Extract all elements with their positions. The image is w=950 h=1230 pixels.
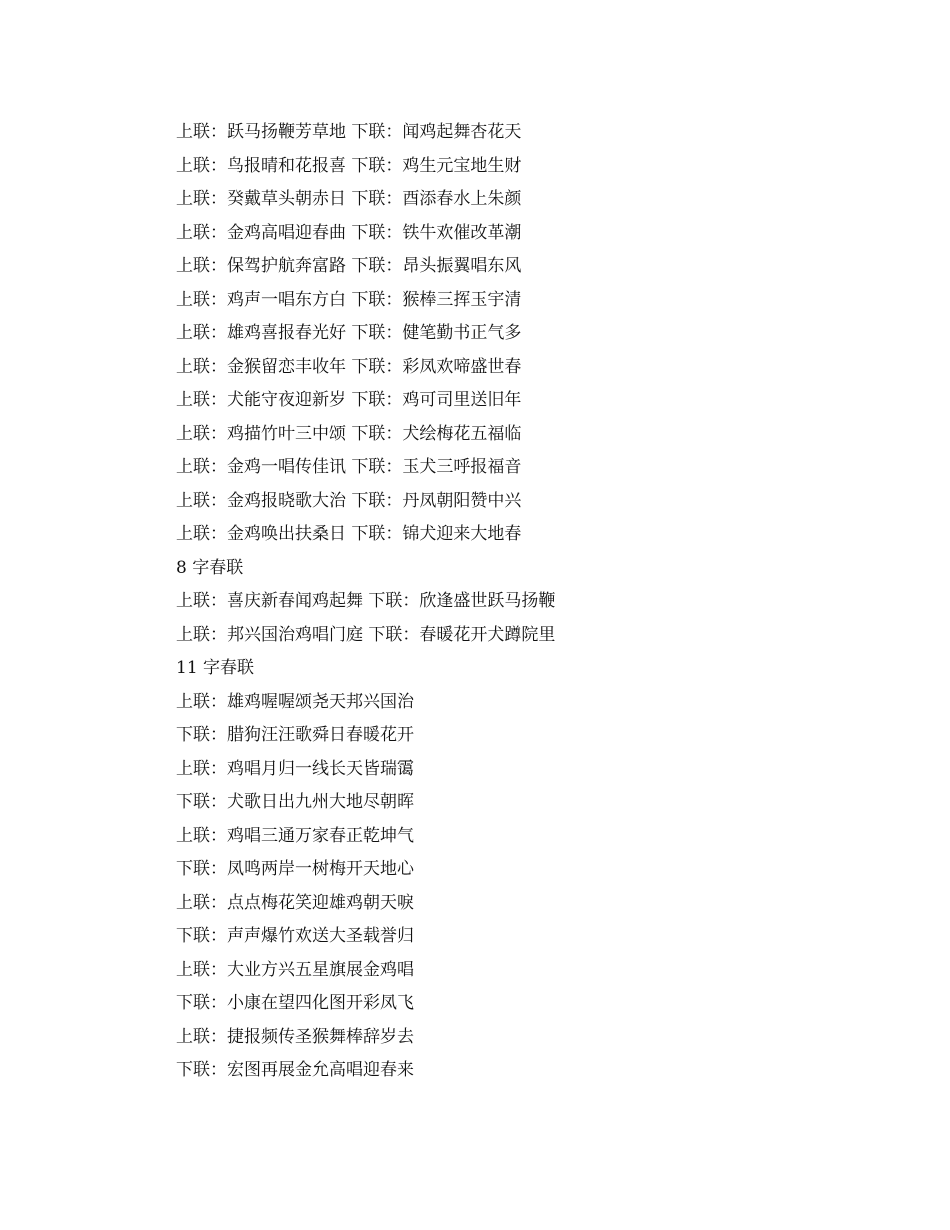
text-line: 上联：捷报频传圣猴舞棒辞岁去 <box>176 1026 414 1047</box>
text-line: 上联：鸡唱月归一线长天皆瑞霭 <box>176 758 414 779</box>
text-line: 上联：金鸡唤出扶桑日 下联：锦犬迎来大地春 <box>176 524 522 544</box>
text-line: 上联：鸟报晴和花报喜 下联：鸡生元宝地生财 <box>176 155 522 176</box>
text-line: 上联：鸡唱三通万家春正乾坤气 <box>176 825 414 846</box>
text-line: 上联：喜庆新春闻鸡起舞 下联：欣逢盛世跃马扬鞭 <box>176 591 556 611</box>
couplet-text-block <box>176 116 876 1088</box>
text-line: 上联：大业方兴五星旗展金鸡唱 <box>176 959 414 980</box>
text-line: 上联：雄鸡喜报春光好 下联：健笔勤书正气多 <box>176 323 522 343</box>
text-line: 上联：保驾护航奔富路 下联：昂头振翼唱东风 <box>176 256 522 276</box>
text-line: 上联：点点梅花笑迎雄鸡朝天唳 <box>176 892 414 913</box>
section-heading: 11 字春联 <box>176 658 255 678</box>
text-line: 上联：跃马扬鞭芳草地 下联：闻鸡起舞杏花天 <box>176 122 522 142</box>
text-line: 下联：凤鸣两岸一树梅开天地心 <box>176 859 414 879</box>
text-line: 下联：小康在望四化图开彩凤飞 <box>176 993 414 1013</box>
text-line: 上联：金猴留恋丰收年 下联：彩凤欢啼盛世春 <box>176 356 522 377</box>
text-line: 上联：癸戴草头朝赤日 下联：酉添春水上朱颜 <box>176 189 522 209</box>
text-line: 下联：声声爆竹欢送大圣载誉归 <box>176 926 414 946</box>
text-line: 下联：腊狗汪汪歌舜日春暖花开 <box>176 725 414 745</box>
text-line: 上联：鸡声一唱东方白 下联：猴棒三挥玉宇清 <box>176 289 522 310</box>
text-line: 下联：宏图再展金允高唱迎春来 <box>176 1060 414 1080</box>
text-line: 上联：邦兴国治鸡唱门庭 下联：春暖花开犬蹲院里 <box>176 624 556 645</box>
text-line: 上联：金鸡高唱迎春曲 下联：铁牛欢催改革潮 <box>176 222 522 243</box>
text-line: 上联：金鸡一唱传佳讯 下联：玉犬三呼报福音 <box>176 457 522 477</box>
text-line: 上联：鸡描竹叶三中颂 下联：犬绘梅花五福临 <box>176 423 522 444</box>
text-line: 上联：雄鸡喔喔颂尧天邦兴国治 <box>176 691 414 712</box>
text-line: 上联：犬能守夜迎新岁 下联：鸡可司里送旧年 <box>176 390 522 410</box>
text-line: 上联：金鸡报晓歌大治 下联：丹凤朝阳赞中兴 <box>176 490 522 511</box>
section-heading: 8 字春联 <box>176 557 244 578</box>
text-line: 下联：犬歌日出九州大地尽朝晖 <box>176 792 414 812</box>
